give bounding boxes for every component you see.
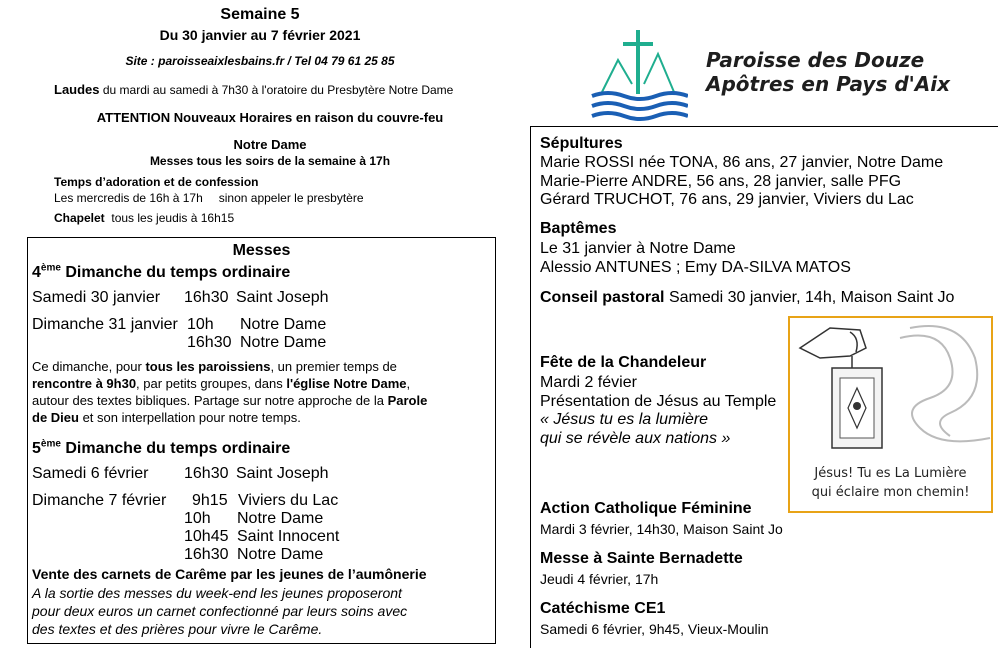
d5-heading — [32, 440, 290, 458]
baptemes-title: Baptêmes — [540, 220, 617, 237]
adoration-text-a: Les mercredis de 16h à 17h — [54, 191, 203, 205]
chandeleur-illustration — [788, 316, 993, 513]
d4-row-2-time: 10h — [187, 316, 214, 333]
chandeleur-text — [540, 374, 776, 448]
baptemes-list — [540, 240, 851, 277]
sepultures-title: Sépultures — [540, 135, 623, 152]
adoration-title: Temps d’adoration et de confession — [54, 175, 259, 189]
conseil-text: Samedi 30 janvier, 14h, Maison Saint Jo — [668, 289, 955, 306]
bernadette-title: Messe à Sainte Bernadette — [540, 550, 743, 567]
d4-row-3-place: Notre Dame — [240, 334, 327, 351]
para-p3: , un premier temps de — [270, 359, 397, 374]
d4-row-3 — [187, 334, 326, 352]
sepultures-list — [540, 154, 943, 210]
brand-name — [706, 48, 950, 96]
adoration-text — [54, 191, 364, 205]
d4-row-2 — [32, 316, 326, 334]
conseil-title: Conseil pastoral — [540, 289, 665, 306]
para-p2: tous les paroissiens — [145, 359, 271, 374]
d4-row-1-day: Samedi 30 janvier — [32, 289, 161, 306]
d5-row-3-place: Notre Dame — [237, 510, 324, 527]
caption-line-2: qui éclaire mon chemin! — [811, 485, 970, 500]
messes-title: Messes — [232, 242, 291, 259]
d4-heading — [32, 264, 290, 282]
acf-text: Mardi 3 février, 14h30, Maison Saint Jo — [540, 521, 783, 537]
bapteme-2: Alessio ANTUNES ; Emy DA-SILVA MATOS — [540, 258, 851, 276]
parish-logo — [588, 22, 688, 132]
attention-notice: ATTENTION Nouveaux Horaires en raison du couvre-feu — [96, 110, 444, 125]
site-phone: Site : paroisseaixlesbains.fr / Tel 04 79 61 25 85 — [125, 54, 395, 68]
d5-row-4 — [184, 528, 339, 546]
brand-line-1: Paroisse des Douze — [706, 48, 925, 72]
d5-row-4-place: Saint Innocent — [237, 528, 340, 545]
chandeleur-line-2: Présentation de Jésus au Temple — [540, 392, 777, 410]
para-p10: de Dieu — [32, 410, 79, 425]
chapelet-text: tous les jeudis à 16h15 — [111, 211, 235, 225]
para-p4: rencontre à 9h30 — [32, 376, 137, 391]
chandeleur-title: Fête de la Chandeleur — [540, 354, 707, 371]
d5-rest: Dimanche du temps ordinaire — [60, 440, 291, 457]
nd-messes: Messes tous les soirs de la semaine à 17h — [149, 154, 391, 168]
para-p1: Ce dimanche, pour — [32, 359, 146, 374]
caption-line-1: Jésus! Tu es La Lumière — [814, 466, 967, 481]
rencontre-paragraph — [32, 358, 492, 426]
d4-sup: ème — [40, 262, 61, 274]
para-p9: Parole — [387, 393, 428, 408]
acf-title: Action Catholique Féminine — [540, 500, 752, 517]
brand-line-2: Apôtres en Pays d'Aix — [706, 72, 950, 96]
para-p11: et son interpellation pour notre temps. — [78, 410, 301, 425]
laudes-line — [54, 82, 453, 97]
adoration-text-b: sinon appeler le presbytère — [218, 191, 364, 205]
careme-title: Vente des carnets de Carême par les jeunes de l’aumônerie — [32, 566, 427, 582]
chandeleur-quote-2: qui se révèle aux nations » — [540, 429, 731, 447]
lantern-hand-icon — [790, 318, 991, 468]
week-title: Semaine 5 — [220, 6, 300, 23]
chandeleur-quote-1: « Jésus tu es la lumière — [540, 411, 709, 428]
d5-row-1-place: Saint Joseph — [236, 465, 329, 482]
para-p8: autour des textes bibliques. Partage sur notre approche de la — [32, 393, 388, 408]
d5-row-1-day: Samedi 6 février — [32, 465, 149, 482]
laudes-label: Laudes — [54, 82, 100, 97]
d5-row-2-place: Viviers du Lac — [238, 492, 339, 509]
para-p6: l'église Notre Dame — [286, 376, 407, 391]
careme-line-3: des textes et des prières pour vivre le Carême. — [32, 621, 323, 637]
careme-line-1: A la sortie des messes du week-end les jeunes proposeront — [32, 585, 402, 601]
d5-row-2-time: 9h15 — [192, 492, 228, 509]
d5-row-4-time: 10h45 — [184, 528, 229, 545]
chapelet-label: Chapelet — [54, 211, 105, 225]
bernadette-text: Jeudi 4 février, 17h — [540, 571, 659, 587]
d4-rest: Dimanche du temps ordinaire — [60, 264, 291, 281]
sepulture-3: Gérard TRUCHOT, 76 ans, 29 janvier, Viviers du Lac — [540, 191, 914, 208]
d4-row-2-day: Dimanche 31 janvier — [32, 316, 178, 333]
sepulture-1: Marie ROSSI née TONA, 86 ans, 27 janvier, Notre Dame — [540, 154, 944, 171]
d5-row-2 — [32, 492, 338, 510]
d4-row-2-place: Notre Dame — [240, 316, 327, 333]
careme-line-2: pour deux euros un carnet confectionné par leurs soins avec — [32, 603, 408, 619]
nd-title: Notre Dame — [233, 137, 307, 152]
d4-number: 4 — [32, 264, 41, 281]
d4-row-1 — [32, 289, 329, 307]
d5-row-1 — [32, 465, 329, 483]
d5-row-3-time: 10h — [184, 510, 211, 527]
d4-row-1-time: 16h30 — [184, 289, 229, 306]
d5-row-2-day: Dimanche 7 février — [32, 492, 167, 509]
careme-text — [32, 584, 492, 638]
d5-row-3 — [184, 510, 323, 528]
d5-sup: ème — [40, 438, 61, 450]
d5-row-1-time: 16h30 — [184, 465, 229, 482]
bapteme-1: Le 31 janvier à Notre Dame — [540, 240, 736, 257]
conseil-line — [540, 289, 954, 307]
d5-row-5-place: Notre Dame — [237, 546, 324, 563]
para-p7: , — [406, 376, 411, 391]
illustration-caption — [790, 464, 991, 502]
laudes-text: du mardi au samedi à 7h30 à l'oratoire du Presbytère Notre Dame — [102, 83, 454, 97]
d5-row-5-time: 16h30 — [184, 546, 229, 563]
chandeleur-line-1: Mardi 2 févier — [540, 374, 637, 391]
week-dates: Du 30 janvier au 7 février 2021 — [159, 27, 361, 43]
para-p5: , par petits groupes, dans — [136, 376, 287, 391]
d4-row-3-time: 16h30 — [187, 334, 232, 351]
catechisme-title: Catéchisme CE1 — [540, 600, 666, 617]
chapelet-line — [54, 211, 234, 225]
sepulture-2: Marie-Pierre ANDRE, 56 ans, 28 janvier, salle PFG — [540, 172, 902, 190]
catechisme-text: Samedi 6 février, 9h45, Vieux-Moulin — [540, 621, 769, 637]
d5-row-5 — [184, 546, 323, 564]
d5-number: 5 — [32, 440, 41, 457]
d4-row-1-place: Saint Joseph — [236, 289, 329, 306]
logo-cross-waves-icon — [588, 22, 688, 132]
